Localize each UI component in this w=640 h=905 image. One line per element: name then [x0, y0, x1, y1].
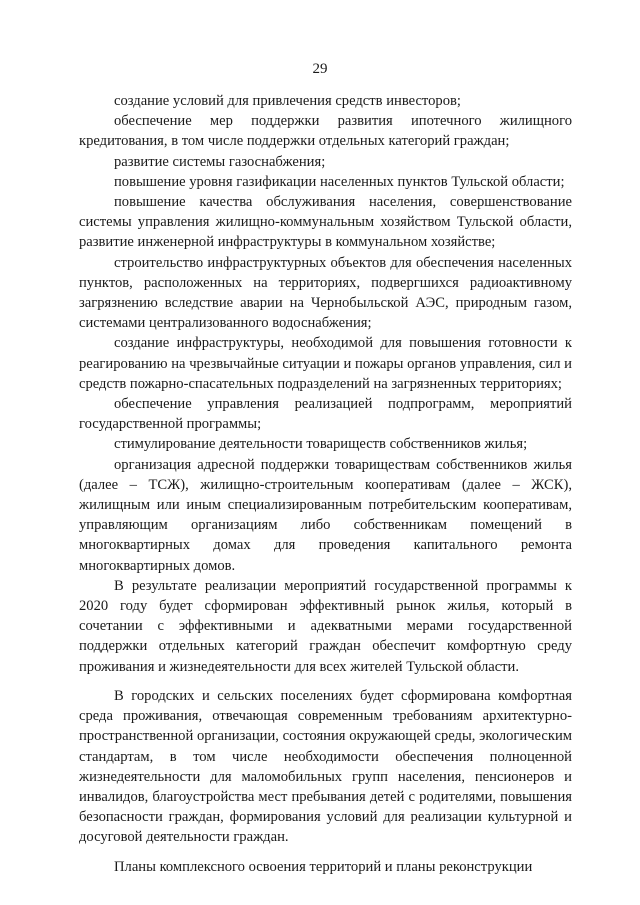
paragraph-plans: Планы комплексного освоения территорий и планы реконструкции — [114, 858, 533, 875]
list-item-service-quality: повышение качества обслуживания населения, совершенствование системы управления жилищно-коммунальным хозяйством Тульской области, развитие инженерной инфраструктуры в коммунальном хозяйстве; — [79, 194, 572, 251]
list-item-chernobyl-infrastructure: строительство инфраструктурных объектов для обеспечения населенных пунктов, расположенных на территориях, подвергшихся радиоактивному загрязнению вследствие аварии на Чернобыльской АЭС, природным газом, системами централизованного водоснабжения; — [79, 254, 572, 332]
list-item-gasification: повышение уровня газификации населенных пунктов Тульской области; — [114, 173, 565, 190]
list-item-gas-supply: развитие системы газоснабжения; — [114, 153, 326, 170]
list-item-investors: создание условий для привлечения средств инвесторов; — [114, 93, 461, 109]
page-number: 29 — [312, 61, 328, 77]
list-item-program-management: обеспечение управления реализацией подпрограмм, мероприятий государственной программы; — [79, 396, 572, 433]
paragraph-results: В результате реализации мероприятий государственной программы к 2020 году будет сформирован эффективный рынок жилья, который в сочетании с эффективными и адекватными мерами государственной поддержки отдельных категорий граждан обеспечит комфортную среду проживания и жизнедеятельности для всех жителей Тульской области. — [79, 577, 572, 675]
list-item-emergency-readiness: создание инфраструктуры, необходимой для повышения готовности к реагированию на чрезвычайные ситуации и пожары органов управления, сил и средств пожарно-спасательных подразделений на загрязненных территориях; — [79, 335, 572, 392]
list-item-mortgage-support: обеспечение мер поддержки развития ипотечного жилищного кредитования, в том числе поддержки отдельных категорий граждан; — [79, 113, 572, 150]
paragraph-settlements: В городских и сельских поселениях будет сформирована комфортная среда проживания, отвечающая современным требованиям архитектурно-пространственной организации, состояния окружающей среды, экологическим стандартам, в том числе необходимости обеспечения полноценной жизнедеятельности для маломобильных групп населения, пенсионеров и инвалидов, благоустройства мест пребывания детей с родителями, повышения безопасности граждан, формирования условий для реализации культурной и досуговой деятельности граждан. — [79, 687, 572, 846]
list-item-targeted-support: организация адресной поддержки товариществам собственников жилья (далее – ТСЖ), жилищно-строительным кооперативам (далее – ЖСК), жилищным или иным специализированным потребительским кооперативам, управляющим организациям либо собственникам помещений в многоквартирных домах для проведения капитального ремонта многоквартирных домов. — [79, 456, 572, 574]
document-body — [79, 91, 572, 877]
list-item-hoa-stimulation: стимулирование деятельности товариществ собственников жилья; — [114, 436, 528, 453]
